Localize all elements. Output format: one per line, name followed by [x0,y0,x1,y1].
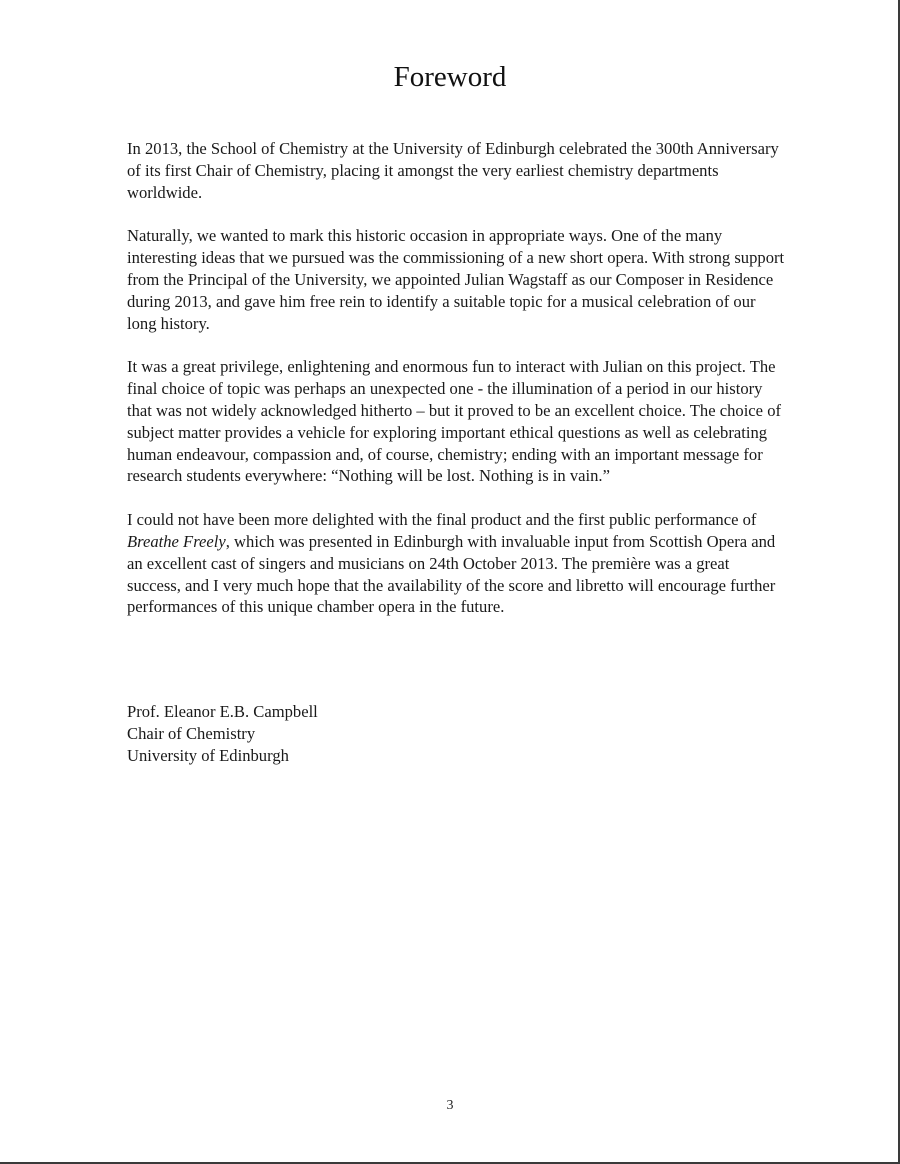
page-number: 3 [446,1098,454,1113]
page-title: Foreword [393,61,507,93]
paragraph-performance-end: , which was presented in Edinburgh with invaluable input from Scottish Opera and an excellent cast of singers and musicians on 24th October 2013. The première was a great success, and I very much hope that the availability of the score and libretto will encourage further performances of this unique chamber opera in the future. [127,531,776,617]
paragraph-performance [127,509,787,618]
signature-name: Prof. Eleanor E.B. Campbell [127,702,318,721]
foreword-body [127,138,787,640]
paragraph-anniversary: In 2013, the School of Chemistry at the University of Edinburgh celebrated the 300th Anniversary of its first Chair of Chemistry, placing it amongst the very earliest chemistry departments worldwide. [127,139,779,202]
paragraph-topic: It was a great privilege, enlightening and enormous fun to interact with Julian on this project. The final choice of topic was perhaps an unexpected one - the illumination of a period in our history that was not widely acknowledged hitherto – but it proved to be an excellent choice. The choice of subject matter provides a vehicle for exploring important ethical questions as well as celebrating human endeavour, compassion and, of course, chemistry; ending with an important message for research students everywhere: “Nothing will be lost. Nothing is in vain.” [127,357,782,486]
paragraph-performance-start: I could not have been more delighted with the final product and the first public performance of [127,510,757,530]
signature-role: Chair of Chemistry [127,724,256,743]
paragraph-commission: Naturally, we wanted to mark this historic occasion in appropriate ways. One of the many interesting ideas that we pursued was the commissioning of a new short opera. With strong support from the Principal of the University, we appointed Julian Wagstaff as our Composer in Residence during 2013, and gave him free rein to identify a suitable topic for a musical celebration of our long history. [127,226,785,333]
opera-title: Breathe Freely [127,531,226,551]
signature-institution: University of Edinburgh [127,746,289,765]
signature-block [127,701,318,767]
